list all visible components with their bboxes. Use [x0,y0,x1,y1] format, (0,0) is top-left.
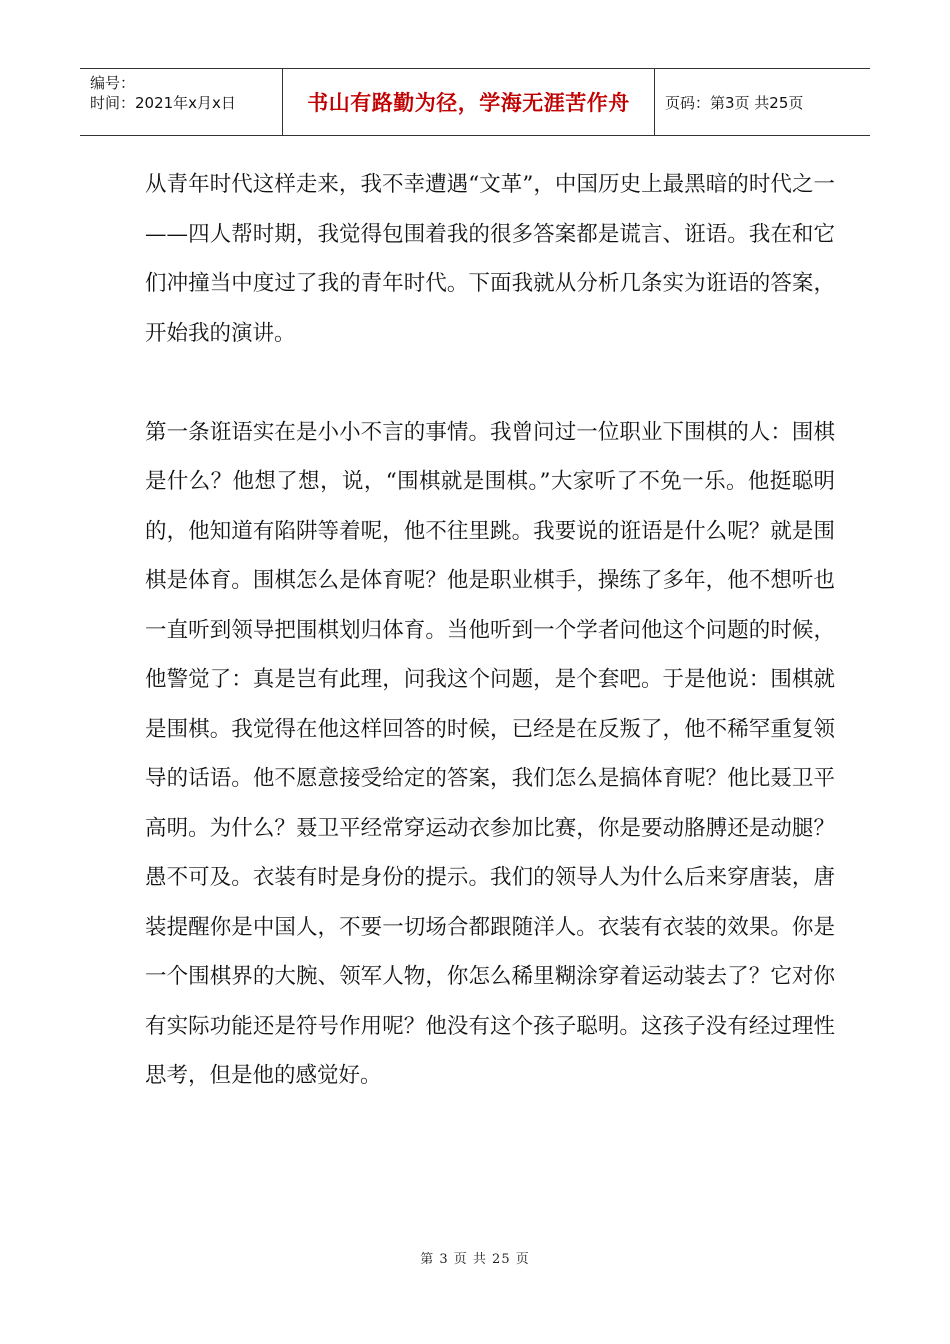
body-paragraph: 第一条诳语实在是小小不言的事情。我曾问过一位职业下围棋的人：围棋是什么？他想了想，说，“围棋就是围棋。”大家听了不免一乐。他挺聪明的，他知道有陷阱等着呢，他不往里跳。我要说的诳语是什么呢？就是围棋是体育。围棋怎么是体育呢？他是职业棋手，操练了多年，他不想听也一直听到领导把围棋划归体育。当他听到一个学者问他这个问题的时候，他警觉了：真是岂有此理，问我这个问题，是个套吧。于是他说：围棋就是围棋。我觉得在他这样回答的时候，已经是在反叛了，他不稀罕重复领导的话语。他不愿意接受给定的答案，我们怎么是搞体育呢？他比聂卫平高明。为什么？聂卫平经常穿运动衣参加比赛，你是要动胳膊还是动腿？愚不可及。衣装有时是身份的提示。我们的领导人为什么后来穿唐装，唐装提醒你是中国人，不要一切场合都跟随洋人。衣装有衣装的效果。你是一个围棋界的大腕、领军人物，你怎么稀里糊涂穿着运动装去了？它对你有实际功能还是符号作用呢？他没有这个孩子聪明。这孩子没有经过理性思考，但是他的感觉好。 [145,419,835,1088]
header-meta [80,69,283,135]
page-footer: 第 3 页 共 25 页 [420,1252,530,1267]
document-number-label: 编号： [90,74,136,92]
header-motto: 书山有路勤为径，学海无涯苦作舟 [283,69,655,135]
document-date-label: 时间：2021年x月x日 [90,94,236,112]
body-paragraph: 从青年时代这样走来，我不幸遭遇“文革”，中国历史上最黑暗的时代之一——四人帮时期，我觉得包围着我的很多答案都是谎言、诳语。我在和它们冲撞当中度过了我的青年时代。下面我就从分析几条实为诳语的答案，开始我的演讲。 [145,172,835,346]
header-page-info: 页码：第3页 共25页 [665,93,804,112]
document-header [80,68,870,136]
document-body [145,160,835,1101]
